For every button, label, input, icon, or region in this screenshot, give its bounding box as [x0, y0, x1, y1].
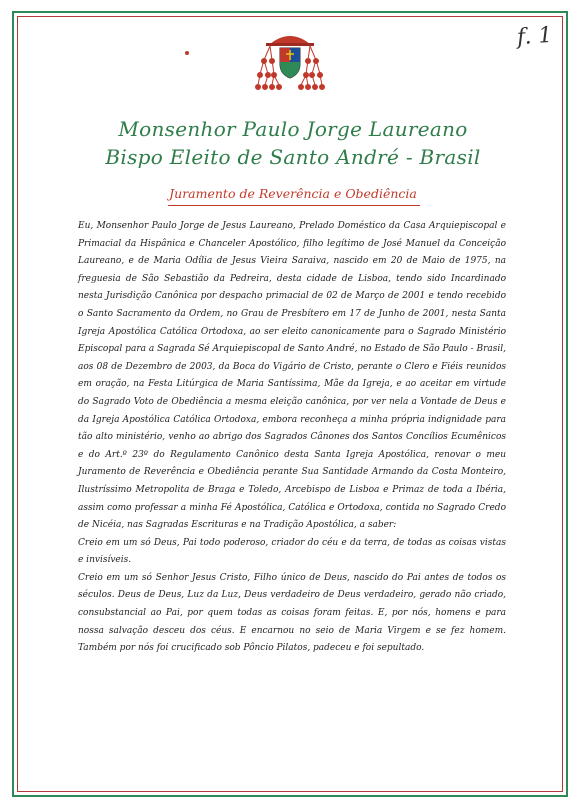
creed-paragraph-1: Creio em um só Deus, Pai todo poderoso, criador do céu e da terra, de todas as coisas vistas e invisíveis. — [78, 537, 506, 566]
creed-paragraph-2: Creio em um só Senhor Jesus Cristo, Filho único de Deus, nascido do Pai antes de todos os séculos. Deus de Deus, Luz da Luz, Deus verdadeiro de Deus verdadeiro, gerado não criado, consubstancial ao Pai, por quem todas as coisas foram feitas. E, por nós, homens e para nossa salvação desceu dos céus. E encarnou no seio de Maria Virgem e se fez homem. Também por nós foi crucificado sob Pôncio Pilatos, padeceu e foi sepultado. — [78, 572, 506, 654]
episcopal-coat-of-arms-icon — [252, 30, 328, 96]
document-subtitle: Juramento de Reverência e Obediência — [169, 186, 417, 201]
oath-paragraph: Eu, Monsenhor Paulo Jorge de Jesus Laureano, Prelado Doméstico da Casa Arquiepiscopal e Primacial da Hispânica e Chanceler Apostólico, filho legítimo de José Manuel da Conceição Laureano, e de Maria Odília de Jesus Vieira Saraiva, nascido em 20 de Maio de 1975, na freguesia de São Sebastião da Pedreira, desta cidade de Lisboa, tendo sido Incardinado nesta Jurisdição Canônica por despacho primacial de 02 de Março de 2001 e tendo recebido o Santo Sacramento da Ordem, no Grau de Presbítero em 17 de Junho de 2001, nesta Santa Igreja Apostólica Católica Ortodoxa, ao ser eleito canonicamente para o Sagrado Ministério Episcopal para a Sagrada Sé Arquiepiscopal de Santo André, no Estado de São Paulo - Brasil, aos 08 de Dezembro de 2003, da Boca do Vigário de Cristo, perante o Clero e Fiéis reunidos em oração, na Festa Litúrgica de Maria Santíssima, Mãe da Igreja, e ao aceitar em virtude do Sagrado Voto de Obediência a mesma eleição canônica, por ver nela a Vontade de Deus e da Igreja Apostólica Católica Ortodoxa, embora reconheça a minha própria indignidade para tão alto ministério, venho ao abrigo dos Sagrados Cânones dos Santos Concílios Ecumênicos e do Art.º 23º do Regulamento Canônico desta Santa Igreja Apostólica, renovar o meu Juramento de Reverência e Obediência perante Sua Santidade Armando da Costa Monteiro, Ilustríssimo Metropolita de Braga e Toledo, Arcebispo de Lisboa e Primaz de toda a Ibéria, assim como professar a minha Fé Apostólica, Católica e Ortodoxa, contida no Sagrado Credo de Nicéia, nas Sagradas Escrituras e na Tradição Apostólica, a saber: — [78, 221, 506, 531]
decorative-dot — [185, 51, 189, 55]
subtitle-underline — [168, 205, 420, 206]
oath-body — [78, 218, 506, 658]
document-title-name: Monsenhor Paulo Jorge Laureano — [118, 117, 468, 141]
folio-number: f. 1 — [515, 22, 553, 51]
document-title-role: Bispo Eleito de Santo André - Brasil — [105, 145, 481, 169]
